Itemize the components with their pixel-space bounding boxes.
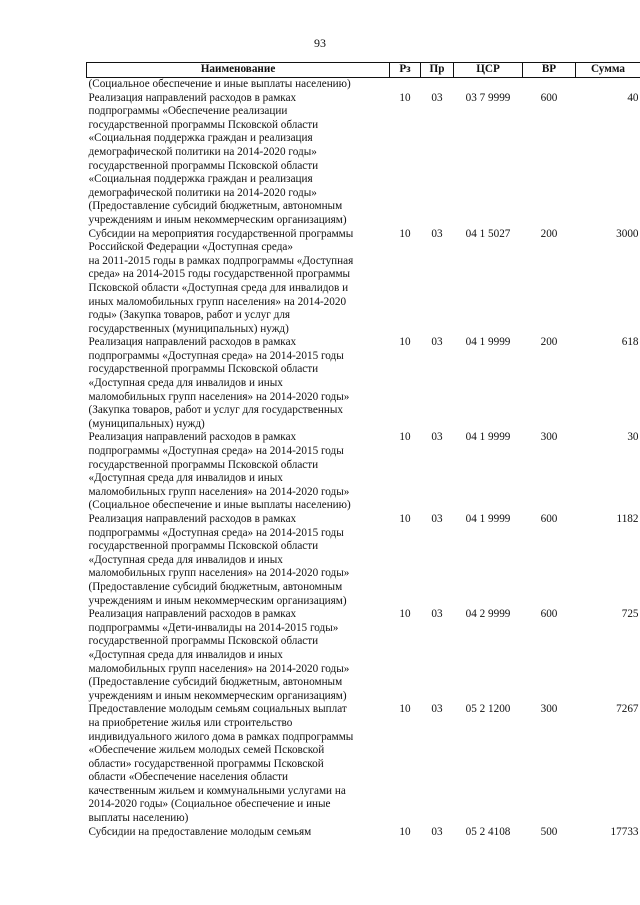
header-name: Наименование [87,63,390,78]
cell-pr: 03 [431,608,443,621]
cell-sum: 30 [627,431,639,444]
cell-sum: 1182 [616,513,639,525]
cell-csr: 04 2 9999 [465,608,511,621]
cell-rz: 10 [399,513,411,525]
row-name-text: Реализация направлений расходов в рамках подпрограммы «Доступная среда» на 2014-2015 годы государственной программы Псковской области «Доступная среда для инвалидов и иных маломобильных групп населения» на 2014-2020 годы» (Предоставление субсидий бюджетным, автономным учреждениям и иным некоммерческим организациям) [88,513,350,607]
cell-vr: 300 [540,431,558,444]
cell-pr: 03 [431,703,443,716]
cell-rz: 10 [399,227,411,240]
cell-pr: 03 [431,825,443,838]
header-vr: ВР [523,63,576,78]
cell-rz: 10 [399,703,411,716]
cell-pr: 03 [431,431,443,444]
row-name-text: Реализация направлений расходов в рамках подпрограммы «Доступная среда» на 2014-2015 годы государственной программы Псковской области «Доступная среда для инвалидов и иных маломобильных групп населения» на 2014-2020 годы» (Социальное обеспечение и иные выплаты населению) [88,431,351,512]
row-name-text: Реализация направлений расходов в рамках подпрограммы «Обеспечение реализации государственной программы Псковской области «Социальная поддержка граждан и реализация демографической политики на 2014-2020 годы» государственной программы Псковской области «Социальная поддержка граждан и реализация демографической политики на 2014-2020 годы» (Предоставление субсидий бюджетным, автономным учреждениям и иным некоммерческим организациям) [88,91,347,226]
cell-vr: 500 [540,825,558,838]
cell-name [87,336,390,431]
page-number: 93 [314,36,326,50]
cell-vr: 200 [540,336,558,349]
header-csr: ЦСР [454,63,523,78]
cell-name [87,92,390,228]
header-pr: Пр [421,63,454,78]
cell-csr: 04 1 9999 [465,336,511,349]
row-name-text: Реализация направлений расходов в рамках подпрограммы «Доступная среда» на 2014-2015 годы государственной программы Псковской области «Доступная среда для инвалидов и иных маломобильных групп населения» на 2014-2020 годы» (Закупка товаров, работ и услуг для государственных (муниципальных) нужд) [88,336,350,430]
cell-vr: 600 [540,608,558,621]
cell-rz: 10 [399,91,411,104]
cell-csr: 05 2 1200 [465,703,511,716]
table-row [87,608,640,703]
cell-pr: 03 [431,91,443,104]
table-row [87,513,640,608]
cell-sum: 618 [621,336,639,349]
cell-pr: 03 [431,336,443,349]
cell-csr: 03 7 9999 [465,91,511,104]
row-name-text: Реализация направлений расходов в рамках подпрограммы «Дети-инвалиды на 2014-2015 годы» государственной программы Псковской области «Доступная среда для инвалидов и иных маломобильных групп населения» на 2014-2020 годы» (Предоставление субсидий бюджетным, автономным учреждениям и иным некоммерческим организациям) [88,608,350,702]
budget-table [86,62,640,839]
table-row [87,431,640,513]
row-name-text: Субсидии на предоставление молодым семьям [88,825,312,838]
row-name-text: Предоставление молодым семьям социальных выплат на приобретение жилья или строительство индивидуального жилого дома в рамках подпрограммы «Обеспечение жильем молодых семей Псковской области» государственной программы Псковской области «Обеспечение населения области качественным жильем и коммунальными услугами на 2014-2020 годы» (Социальное обеспечение и иные выплаты населению) [88,703,354,825]
cell-pr: 03 [431,227,443,240]
cell-name [87,431,390,513]
cell-vr: 600 [540,513,558,525]
cell-rz: 10 [399,431,411,444]
cell-vr: 200 [540,227,558,240]
cell-csr: 04 1 9999 [465,431,511,444]
table-header-row [87,63,640,78]
header-rz: Рз [390,63,421,78]
continuation-text: (Социальное обеспечение и иные выплаты населению) [88,78,351,90]
table-body [87,78,640,840]
cell-sum: 725 [621,608,639,621]
table-row [87,336,640,431]
cell-rz: 10 [399,608,411,621]
cell-pr: 03 [431,513,443,525]
cell-rz: 10 [399,336,411,349]
cell-name [87,513,390,608]
continuation-row [87,78,640,92]
cell-name [87,608,390,703]
table-row [87,826,640,840]
table-row [87,228,640,337]
cell-csr: 05 2 4108 [465,825,511,838]
table-row [87,92,640,228]
cell-csr: 04 1 5027 [465,227,511,240]
cell-sum: 7267 [616,703,639,716]
cell-sum: 40 [627,91,639,104]
cell-name [87,703,390,825]
cell-csr: 04 1 9999 [465,513,511,525]
cell-vr: 600 [540,91,558,104]
cell-name [87,228,390,337]
table-row [87,703,640,825]
cell-rz: 10 [399,825,411,838]
header-sum: Сумма [576,63,640,78]
cell-name [87,826,390,840]
cell-vr: 300 [540,703,558,716]
row-name-text: Субсидии на мероприятия государственной программы Российской Федерации «Доступная среда» на 2011-2015 годы в рамках подпрограммы «Доступная среда» на 2014-2015 годы государственной программы Псковской области «Доступная среда для инвалидов и иных маломобильных групп населения» на 2014-2020 годы» (Закупка товаров, работ и услуг для государственных (муниципальных) нужд) [88,227,354,335]
cell-sum: 3000 [616,227,639,240]
cell-sum: 17733 [610,825,639,838]
